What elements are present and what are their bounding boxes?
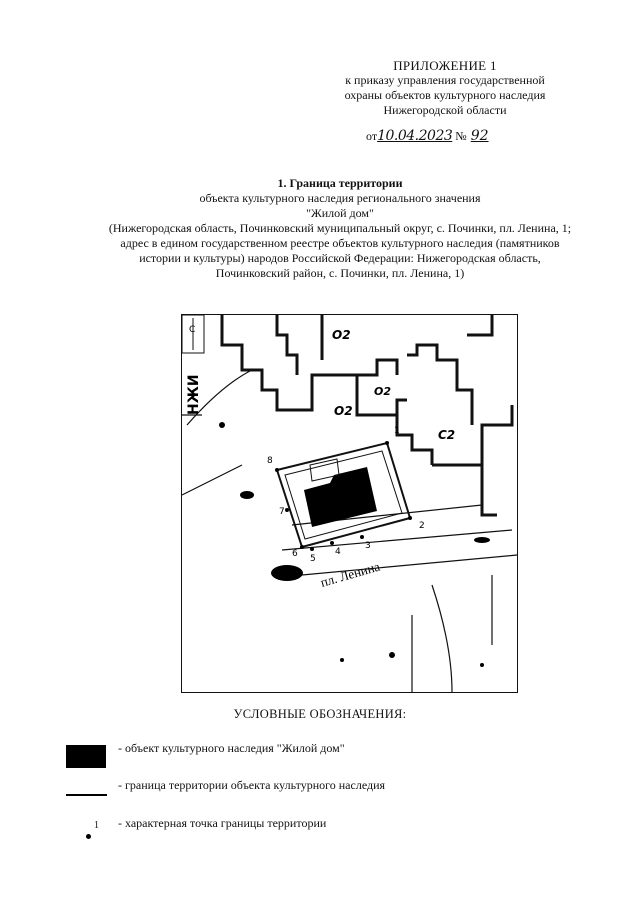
appendix-header [330, 58, 560, 118]
from-label: от [366, 129, 378, 143]
square-label: пл. Ленина [318, 558, 382, 590]
building-code-2: О2 [334, 404, 353, 418]
left-code: НЖИ [186, 374, 202, 415]
building-code-1: О2 [332, 328, 351, 342]
section-line-5: истории и культуры) народов Российской Федерации: Нижегородская область, [139, 251, 541, 265]
map-thin-lines [182, 370, 517, 692]
point-label-8: 8 [267, 456, 273, 466]
north-label: С [189, 325, 196, 335]
building-code-3: О2 [374, 385, 392, 398]
legend-point-text: - характерная точка границы территории [118, 816, 327, 830]
map-svg [182, 315, 517, 692]
section-line-6: Починковский район, с. Починки, пл. Ленина, 1) [215, 266, 465, 280]
territory-map [181, 314, 518, 693]
point-label-1: 1 [394, 426, 400, 436]
handwritten-date: 10.04.2023 [377, 128, 453, 144]
order-line-1: к приказу управления государственной [345, 73, 545, 87]
number-label: № [455, 129, 467, 143]
section-line-1: объекта культурного наследия регионального значения [199, 191, 481, 205]
order-date-number [366, 128, 526, 144]
building-code-4: С2 [438, 428, 456, 442]
point-label-4: 4 [335, 547, 341, 557]
legend-title: УСЛОВНЫЕ ОБОЗНАЧЕНИЯ: [233, 707, 407, 721]
legend-boundary-text: - граница территории объекта культурного наследия [118, 778, 386, 792]
order-line-3: Нижегородской области [383, 103, 507, 117]
legend-point-number: 1 [94, 820, 99, 831]
section-line-3: (Нижегородская область, Починковский муниципальный округ, с. Починки, пл. Ленина, 1; [108, 221, 572, 235]
order-line-2: охраны объектов культурного наследия [344, 88, 546, 102]
point-label-5: 5 [310, 554, 316, 564]
point-label-3: 3 [365, 541, 371, 551]
heritage-object-footprint [304, 467, 377, 527]
legend-heritage-swatch [66, 745, 106, 768]
section-line-4: адрес в едином государственном реестре объектов культурного наследия (памятников [120, 236, 560, 250]
appendix-title: ПРИЛОЖЕНИЕ 1 [393, 58, 497, 73]
point-label-2: 2 [419, 521, 425, 531]
handwritten-number: 92 [470, 128, 489, 144]
section-description [70, 176, 610, 281]
legend-boundary-swatch [66, 794, 107, 796]
point-label-7: 7 [279, 507, 285, 517]
point-label-6: 6 [292, 549, 298, 559]
section-line-2: "Жилой дом" [306, 206, 374, 220]
map-blots [219, 422, 490, 667]
section-title: 1. Граница территории [277, 176, 403, 190]
legend-heritage-text: - объект культурного наследия "Жилой дом" [118, 741, 345, 755]
legend-point-marker [86, 834, 91, 839]
